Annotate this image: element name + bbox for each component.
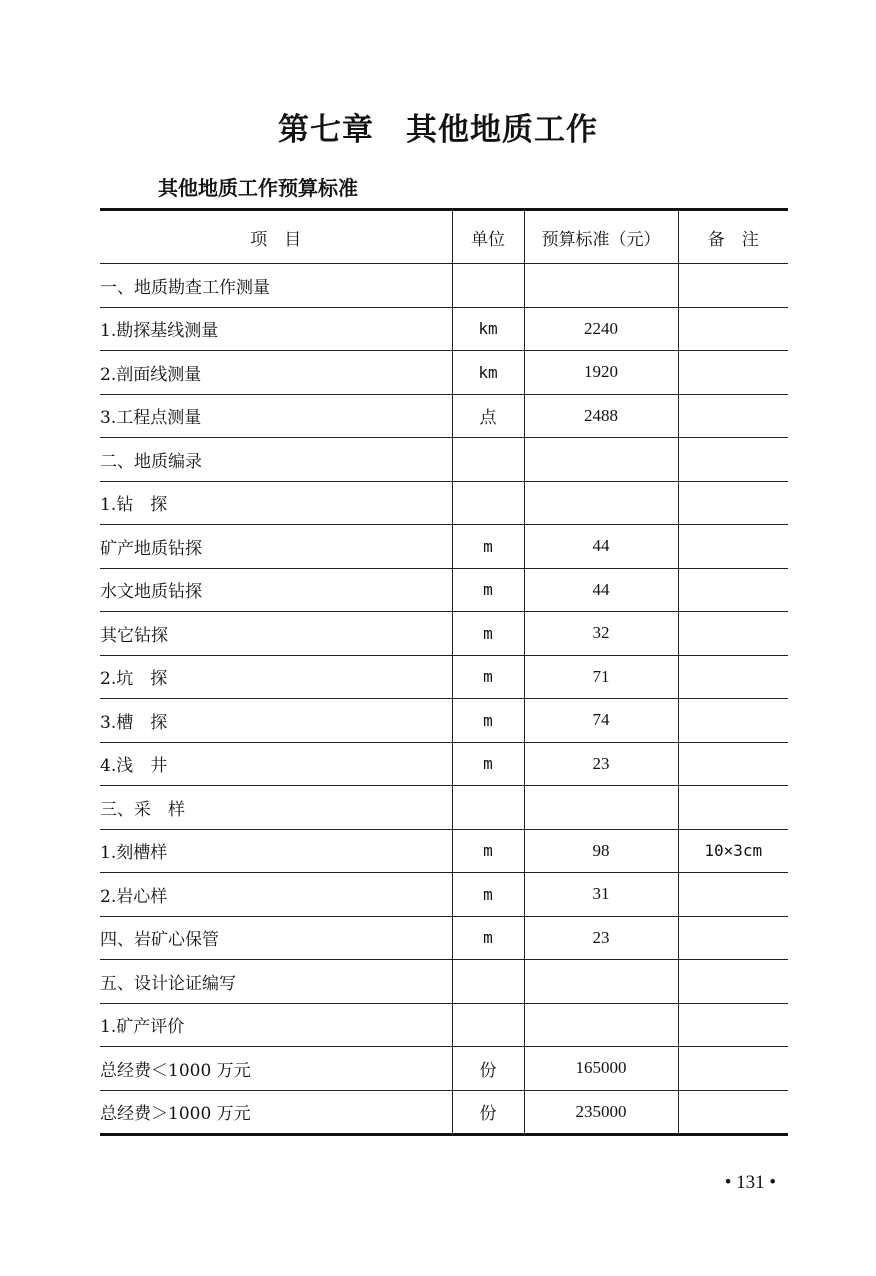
cell-unit: km	[452, 351, 524, 395]
cell-unit: 份	[452, 1090, 524, 1135]
cell-item: 2.岩心样	[100, 873, 452, 917]
table-row	[100, 525, 788, 569]
cell-standard: 165000	[524, 1047, 678, 1091]
cell-item: 4.浅 井	[100, 742, 452, 786]
table-row	[100, 1047, 788, 1091]
table-row	[100, 351, 788, 395]
cell-standard	[524, 438, 678, 482]
table-row	[100, 264, 788, 308]
cell-item: 一、地质勘查工作测量	[100, 264, 452, 308]
table-header-row	[100, 210, 788, 264]
cell-item: 二、地质编录	[100, 438, 452, 482]
cell-note	[678, 438, 788, 482]
cell-unit: m	[452, 612, 524, 656]
table-row	[100, 829, 788, 873]
table-row	[100, 1090, 788, 1135]
header-standard: 预算标准（元）	[524, 210, 678, 264]
cell-item: 1.刻槽样	[100, 829, 452, 873]
cell-note	[678, 394, 788, 438]
cell-standard: 23	[524, 916, 678, 960]
cell-item: 3.槽 探	[100, 699, 452, 743]
table-row	[100, 612, 788, 656]
cell-standard: 235000	[524, 1090, 678, 1135]
table-row	[100, 655, 788, 699]
table-row	[100, 699, 788, 743]
cell-standard: 32	[524, 612, 678, 656]
budget-standard-table	[100, 208, 788, 1136]
cell-standard: 74	[524, 699, 678, 743]
table-row	[100, 307, 788, 351]
chapter-title: 第七章 其他地质工作	[278, 112, 598, 148]
cell-note	[678, 525, 788, 569]
cell-unit	[452, 264, 524, 308]
cell-note	[678, 1047, 788, 1091]
page-number: • 131 •	[724, 1172, 776, 1193]
cell-standard	[524, 264, 678, 308]
cell-item: 1.钻 探	[100, 481, 452, 525]
cell-standard: 1920	[524, 351, 678, 395]
table-row	[100, 1003, 788, 1047]
cell-note	[678, 960, 788, 1004]
cell-note: 10×3cm	[678, 829, 788, 873]
cell-unit	[452, 438, 524, 482]
cell-standard	[524, 786, 678, 830]
cell-note	[678, 568, 788, 612]
cell-note	[678, 655, 788, 699]
cell-standard: 71	[524, 655, 678, 699]
header-item: 项 目	[100, 210, 452, 264]
cell-note	[678, 916, 788, 960]
cell-note	[678, 481, 788, 525]
cell-standard	[524, 1003, 678, 1047]
cell-item: 五、设计论证编写	[100, 960, 452, 1004]
cell-item: 总经费＞1000 万元	[100, 1090, 452, 1135]
cell-note	[678, 742, 788, 786]
cell-item: 三、采 样	[100, 786, 452, 830]
cell-item: 其它钻探	[100, 612, 452, 656]
cell-unit: m	[452, 916, 524, 960]
cell-unit	[452, 481, 524, 525]
table-row	[100, 916, 788, 960]
table-row	[100, 960, 788, 1004]
cell-item: 1.矿产评价	[100, 1003, 452, 1047]
header-unit: 单位	[452, 210, 524, 264]
cell-item: 四、岩矿心保管	[100, 916, 452, 960]
cell-unit	[452, 786, 524, 830]
cell-unit: m	[452, 699, 524, 743]
cell-standard: 2488	[524, 394, 678, 438]
cell-standard	[524, 481, 678, 525]
table-row	[100, 394, 788, 438]
table-row	[100, 438, 788, 482]
cell-standard: 31	[524, 873, 678, 917]
table-row	[100, 873, 788, 917]
cell-item: 矿产地质钻探	[100, 525, 452, 569]
cell-standard: 44	[524, 525, 678, 569]
cell-unit: m	[452, 525, 524, 569]
cell-note	[678, 1090, 788, 1135]
cell-unit	[452, 960, 524, 1004]
cell-note	[678, 1003, 788, 1047]
table-row	[100, 786, 788, 830]
cell-unit: km	[452, 307, 524, 351]
cell-note	[678, 307, 788, 351]
cell-item: 2.剖面线测量	[100, 351, 452, 395]
cell-standard	[524, 960, 678, 1004]
cell-item: 总经费＜1000 万元	[100, 1047, 452, 1091]
cell-standard: 2240	[524, 307, 678, 351]
cell-item: 水文地质钻探	[100, 568, 452, 612]
cell-unit: m	[452, 742, 524, 786]
cell-note	[678, 612, 788, 656]
cell-item: 1.勘探基线测量	[100, 307, 452, 351]
cell-unit: 点	[452, 394, 524, 438]
table-row	[100, 568, 788, 612]
section-title: 其他地质工作预算标准	[158, 176, 358, 200]
header-note: 备 注	[678, 210, 788, 264]
cell-item: 3.工程点测量	[100, 394, 452, 438]
table-row	[100, 481, 788, 525]
cell-unit: m	[452, 568, 524, 612]
cell-note	[678, 786, 788, 830]
cell-unit: 份	[452, 1047, 524, 1091]
cell-note	[678, 699, 788, 743]
table-body	[100, 264, 788, 1135]
cell-unit	[452, 1003, 524, 1047]
cell-unit: m	[452, 829, 524, 873]
cell-note	[678, 351, 788, 395]
cell-unit: m	[452, 873, 524, 917]
table-row	[100, 742, 788, 786]
cell-standard: 44	[524, 568, 678, 612]
cell-note	[678, 873, 788, 917]
cell-item: 2.坑 探	[100, 655, 452, 699]
cell-unit: m	[452, 655, 524, 699]
cell-standard: 98	[524, 829, 678, 873]
cell-standard: 23	[524, 742, 678, 786]
cell-note	[678, 264, 788, 308]
